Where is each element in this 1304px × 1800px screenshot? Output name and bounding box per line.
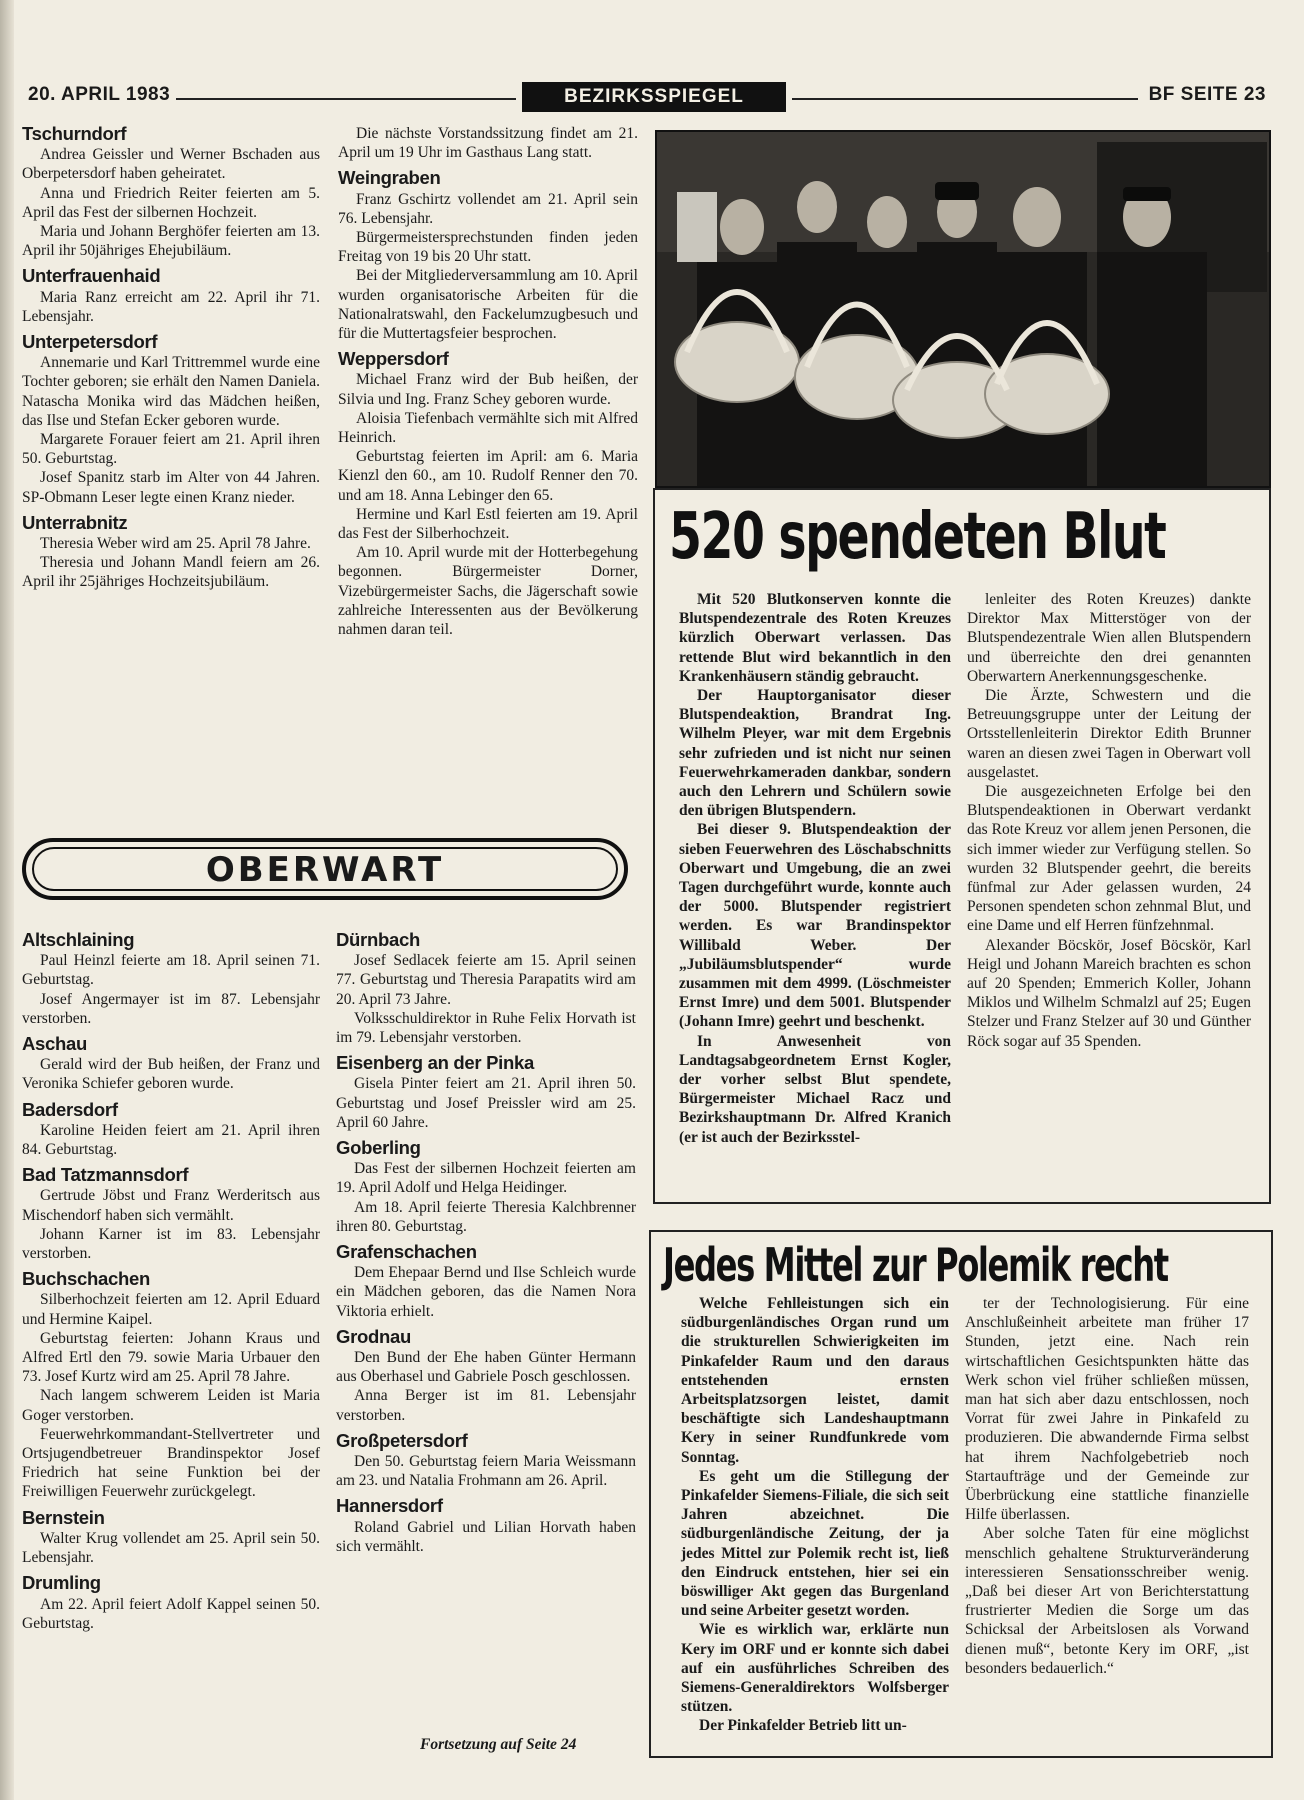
news-item: Walter Krug vollendet am 25. April sein 50. Lebensjahr.	[22, 1529, 320, 1567]
news-item: Am 22. April feiert Adolf Kappel seinen 50. Geburtstag.	[22, 1595, 320, 1632]
article-paragraph: Wie es wirklich war, erklärte nun Kery im ORF und er konnte sich dabei auf ein ausführliches Schreiben des Siemens-Generaldirektors Wolfsberger stützen.	[681, 1621, 949, 1716]
article1-headline: 520 spendeten Blut	[669, 500, 1166, 574]
news-item: Feuerwehrkommandant-Stellvertreter und Ortsjugendbetreuer Brandinspektor Josef Friedrich hat seine Funktion bei der Freiwilligen Feuerwehr zurückgelegt.	[22, 1425, 320, 1501]
news-item: Am 18. April feierte Theresia Kalchbrenner ihren 80. Geburtstag.	[336, 1198, 636, 1235]
news-item: Bei der Mitgliederversammlung am 10. April wurden organisatorische Arbeiten für die Nationalratswahl, den Fackelumzugbesuch und für die Muttertagsfeier besprochen.	[338, 267, 638, 343]
news-item: Silberhochzeit feierten am 12. April Eduard und Hermine Kaipel.	[22, 1291, 320, 1328]
news-item: Dem Ehepaar Bernd und Ilse Schleich wurde ein Mädchen geboren, das die Namen Nora Viktoria erhielt.	[336, 1264, 636, 1320]
news-item: Annemarie und Karl Trittremmel wurde eine Tochter geboren; sie erhält den Namen Daniela. Natascha Monika wird das Mädchen heißen, das Ilse und Stefan Ecker geboren wurde.	[22, 354, 320, 429]
article-paragraph: Aber solche Taten für eine möglichst menschlich gehaltene Strukturveränderung interessieren Sensationsschreiber wenig. „Daß bei dieser Art von Berichterstattung frustrierter Medien die Sorge um das Schicksal der Arbeitslosen als Vorwand dienen muß“, betonte Kery im ORF, „ist besonders bedauerlich.“	[965, 1525, 1249, 1677]
town-heading: Altschlaining	[22, 929, 135, 950]
issue-date: 20. APRIL 1983	[28, 84, 171, 105]
article-paragraph: Der Hauptorganisator dieser Blutspendeaktion, Brandrat Ing. Wilhelm Pleyer, war mit dem Ergebnis sehr zufrieden und ist nicht nur seinen Feuerwehrkameraden dankbar, sondern auch den Lehrern und Schülern sowie den übrigen Blutspendern.	[679, 687, 951, 820]
town-heading: Unterpetersdorf	[22, 331, 158, 353]
town-heading: Grafenschachen	[336, 1241, 477, 1263]
article1-right-column	[967, 590, 1251, 1051]
town-heading: Unterfrauenhaid	[22, 265, 161, 287]
news-item: Maria Ranz erreicht am 22. April ihr 71. Lebensjahr.	[22, 288, 320, 325]
article2-lead: Welche Fehlleistungen sich ein südburgenländisches Organ rund um die strukturellen Schwierigkeiten im Pinkafelder Raum und den daraus entstehenden ernsten Arbeitsplatzsorgen leistet, damit beschäftigte sich Landeshauptmann Kery in seiner Rundfunkrede vom Sonntag.	[681, 1295, 949, 1466]
article-paragraph: lenleiter des Roten Kreuzes) dankte Direktor Max Mitterstöger von der Blutspendezentrale Wien allen Blutspendern und überreichte den drei genannten Oberwartern Anerkennungsgeschenke.	[967, 591, 1251, 685]
town-heading: Tschurndorf	[22, 123, 127, 144]
town-heading: Eisenberg an der Pinka	[336, 1052, 535, 1074]
news-item: Theresia Weber wird am 25. April 78 Jahre.	[40, 535, 311, 553]
article-blood-donation	[653, 488, 1271, 1204]
news-item: Die nächste Vorstandssitzung findet am 21. April um 19 Uhr im Gasthaus Lang statt.	[338, 125, 638, 162]
town-heading: Grodnau	[336, 1325, 411, 1347]
article1-left-column	[679, 590, 951, 1147]
town-heading: Bad Tatzmannsdorf	[22, 1164, 189, 1186]
town-heading: Hannersdorf	[336, 1495, 443, 1517]
news-item: Den Bund der Ehe haben Günter Hermann aus Oberhasel und Gabriele Posch geschlossen.	[336, 1349, 636, 1386]
news-item: Geburtstag feierten im April: am 6. Maria Kienzl den 60., am 10. Rudolf Renner den 70. und am 18. Anna Lebinger den 65.	[338, 448, 638, 504]
news-item: Hermine und Karl Estl feierten am 19. April das Fest der Silberhochzeit.	[338, 505, 638, 543]
news-item: Bürgermeistersprechstunden finden jeden Freitag von 19 bis 20 Uhr statt.	[338, 229, 638, 266]
town-heading: Dürnbach	[336, 929, 420, 950]
column-2	[338, 124, 638, 814]
article-polemik	[649, 1230, 1273, 1758]
town-heading: Buchschachen	[22, 1268, 150, 1290]
news-item: Karoline Heiden feiert am 21. April ihren 84. Geburtstag.	[22, 1121, 320, 1159]
article-paragraph: Der Pinkafelder Betrieb litt un-	[699, 1717, 907, 1735]
news-item: Gisela Pinter feiert am 21. April ihren 50. Geburtstag und Josef Preissler wird am 25. April 60 Jahre.	[336, 1075, 636, 1131]
news-item: Anna und Friedrich Reiter feierten am 5. April das Fest der silbernen Hochzeit.	[22, 184, 320, 221]
column-1	[22, 124, 320, 824]
article-paragraph: Alexander Böcskör, Josef Böcskör, Karl Heigl und Johann Mareich brachten es schon auf 20 Spenden; Emmerich Koller, Johann Miklos und Wilhelm Schmalzl auf 25; Eugen Stelzer und Franz Stelzer auf 30 und Günther Röck sogar auf 35 Spenden.	[967, 936, 1251, 1050]
photo-blood-donation	[655, 130, 1271, 488]
news-item: Anna Berger ist im 81. Lebensjahr verstorben.	[336, 1387, 636, 1424]
news-item: Franz Gschirtz vollendet am 21. April sein 76. Lebensjahr.	[338, 190, 638, 227]
continuation-note: Fortsetzung auf Seite 24	[420, 1736, 577, 1753]
news-item: Den 50. Geburtstag feiern Maria Weissmann am 23. und Natalia Frohmann am 26. April.	[336, 1453, 636, 1490]
news-item: Roland Gabriel und Lilian Horvath haben sich vermählt.	[336, 1518, 636, 1555]
page-edge-shadow	[0, 0, 14, 1800]
news-item: Volksschuldirektor in Ruhe Felix Horvath ist im 79. Lebensjahr verstorben.	[336, 1009, 636, 1047]
town-heading: Drumling	[22, 1572, 101, 1594]
article-paragraph: Die Ärzte, Schwestern und die Betreuungsgruppe unter der Leitung der Ortsstellenleiterin Direktor Edith Brunner waren an diesen zwei Tagen in Oberwart voll ausgelastet.	[967, 687, 1251, 781]
news-item: Johann Karner ist im 83. Lebensjahr verstorben.	[22, 1225, 320, 1263]
news-item: Gertrude Jöbst und Franz Werderitsch aus Mischendorf haben sich vermählt.	[22, 1187, 320, 1224]
news-item: Josef Sedlacek feierte am 15. April seinen 77. Geburtstag und Theresia Parapatits wird am 20. April 73 Jahre.	[336, 952, 636, 1008]
town-heading: Unterrabnitz	[22, 511, 128, 533]
news-item: Am 10. April wurde mit der Hotterbegehung begonnen. Bürgermeister Dorner, Vizebürgermeister Sachs, die Jägerschaft sowie zahlreiche Interessenten aus der Bevölkerung nahmen daran teil.	[338, 544, 638, 639]
town-heading: Bernstein	[22, 1506, 105, 1528]
town-heading: Goberling	[336, 1137, 421, 1159]
town-heading: Weingraben	[338, 167, 441, 189]
news-item: Gerald wird der Bub heißen, der Franz und Veronika Schiefer geboren wurde.	[22, 1056, 320, 1093]
news-item: Paul Heinzl feierte am 18. April seinen 71. Geburtstag.	[22, 952, 320, 989]
article2-headline: Jedes Mittel zur Polemik recht	[663, 1238, 1168, 1292]
article-paragraph: Es geht um die Stillegung der Pinkafelder Siemens-Filiale, die sich seit Jahren abzeichnet. Die südburgenländische Zeitung, der ja jedes Mittel zur Polemik recht ist, ließ den Eindruck entstehen, hier sei ein böswilliger Akt gegen das Burgenland und seine Arbeiter gesetzt worden.	[681, 1467, 949, 1620]
news-item: Aloisia Tiefenbach vermählte sich mit Alfred Heinrich.	[338, 409, 638, 447]
news-item: Josef Spanitz starb im Alter von 44 Jahren. SP-Obmann Leser legte einen Kranz nieder.	[22, 469, 320, 506]
article2-right-column	[965, 1294, 1249, 1678]
town-heading: Badersdorf	[22, 1098, 118, 1120]
news-item: Maria und Johann Berghöfer feierten am 13. April ihr 50jähriges Ehejubiläum.	[22, 223, 320, 260]
article-paragraph: Bei dieser 9. Blutspendeaktion der sieben Feuerwehren des Löschabschnitts Oberwart und Umgebung, die an zwei Tagen durchgeführt wurde, konnte auch der 5000. Blutspender registriert werden. Es war Brandinspektor Willibald Weber. Der „Jubiläumsblutspender“ wurde zusammen mit dem 4999. (Löschmeister Ernst Imre) und dem 5001. Blutspender (Johann Imre) geehrt und beschenkt.	[679, 821, 951, 1031]
town-heading: Weppersdorf	[338, 348, 449, 370]
article1-lead: Mit 520 Blutkonserven konnte die Blutspendezentrale des Roten Kreuzes kürzlich Oberwart verlassen. Das rettende Blut wird bekanntlich in den Krankenhäusern ständig gebraucht.	[679, 591, 951, 685]
header-rule-right	[792, 98, 1138, 100]
news-item: Josef Angermayer ist im 87. Lebensjahr verstorben.	[22, 990, 320, 1027]
article-paragraph: ter der Technologisierung. Für eine Anschlußeinheit arbeitete man früher 17 Stunden, jetzt eine. Nach rein wirtschaftlichen Gesichtspunkten hätte das Werk schon viel früher schließen müssen, man hat sich aber dazu entschlossen, noch Vorrat für zwei Jahre in Pinkafeld zu produzieren. Die abwandernde Firma selbst hat ihrem Nachfolgebetrieb noch Startaufträge und der Gemeinde zur Überbrückung eine stattliche finanzielle Hilfe überlassen.	[965, 1295, 1249, 1524]
section-title: BEZIRKSSPIEGEL	[522, 82, 786, 112]
article-paragraph: In Anwesenheit von Landtagsabgeordnetem Ernst Kogler, der vorher selbst Blut spendete, Bürgermeister Michael Racz und Bezirkshauptmann Dr. Alfred Kranich (er ist auch der Bezirksstel-	[679, 1032, 951, 1146]
news-item: Andrea Geissler und Werner Bschaden aus Oberpetersdorf haben geheiratet.	[22, 146, 320, 183]
banner-title: OBERWART	[205, 850, 445, 890]
news-item: Geburtstag feierten: Johann Kraus und Alfred Ertl den 79. sowie Maria Urbauer den 73. Josef Kurtz wird am 25. April 78 Jahre.	[22, 1329, 320, 1386]
article-paragraph: Die ausgezeichneten Erfolge bei den Blutspendeaktionen in Oberwart verdankt das Rote Kreuz vor allem jenen Personen, die sich immer wieder zur Verfügung stellen. So wurden 32 Blutspender geehrt, die bereits fünfmal zur Ader gelassen wurden, 24 Personen spendeten schon zehnmal Blut, und eine Dame und elf Herren fünfzehnmal.	[967, 783, 1251, 935]
town-heading: Aschau	[22, 1033, 88, 1055]
article2-left-column	[681, 1294, 949, 1736]
oberwart-banner	[22, 838, 628, 900]
photo-illustration	[657, 132, 1269, 486]
town-heading: Großpetersdorf	[336, 1429, 468, 1451]
column-4	[336, 930, 636, 1730]
news-item: Michael Franz wird der Bub heißen, der Silvia und Ing. Franz Schey geboren wurde.	[338, 371, 638, 408]
news-item: Margarete Forauer feiert am 21. April ihren 50. Geburtstag.	[22, 431, 320, 468]
news-item: Theresia und Johann Mandl feiern am 26. April ihr 25jähriges Hochzeitsjubiläum.	[22, 554, 320, 591]
page-number: BF SEITE 23	[1148, 84, 1266, 105]
news-item: Das Fest der silbernen Hochzeit feierten am 19. April Adolf und Helga Heidinger.	[336, 1160, 636, 1197]
column-3	[22, 930, 320, 1756]
header-rule-left	[176, 98, 516, 100]
news-item: Nach langem schwerem Leiden ist Maria Goger verstorben.	[22, 1387, 320, 1424]
